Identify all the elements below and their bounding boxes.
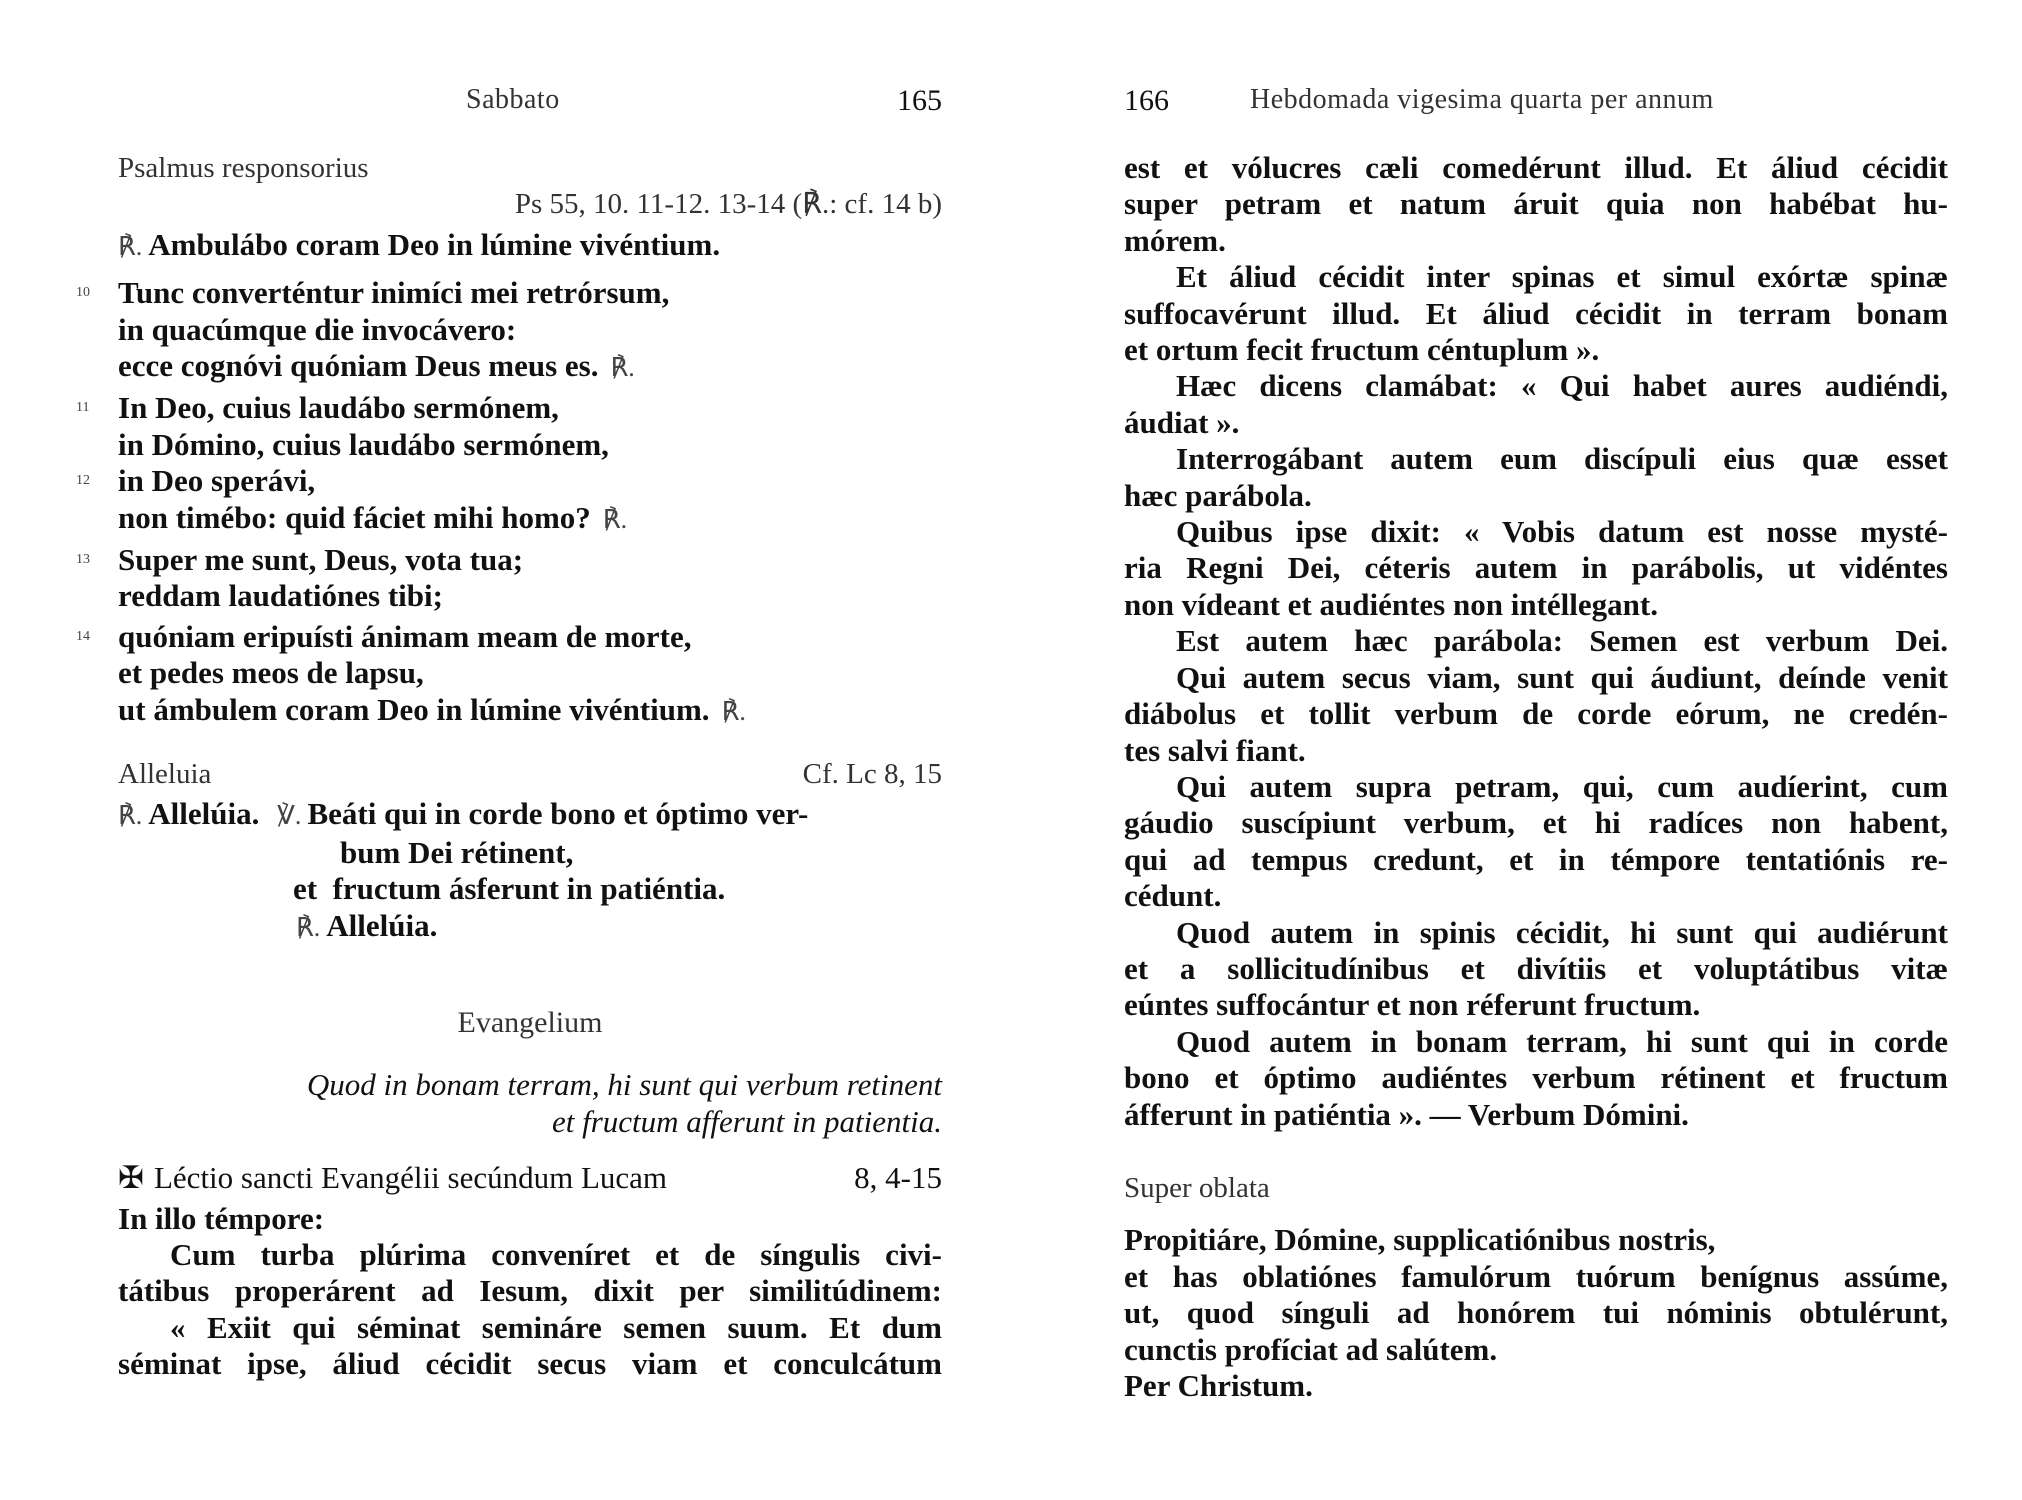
gospel-heading: Evangelium [457,1006,603,1039]
gospel-line: Et áliud cécidit inter spinas et simul exórtæ spinæ [1176,259,1948,295]
alleluia-line-1: ℟. Allelúia. ℣. Beáti qui in corde bono et óptimo ver- [118,796,809,832]
cross-icon: ✠ [118,1160,144,1196]
gospel-line: bono et óptimo audiéntes verbum rétinent et fructum [1124,1060,1948,1096]
response-symbol: ℟. [602,504,628,534]
response-symbol: ℟. [610,353,635,383]
psalm-verse-line: et pedes meos de lapsu, [118,655,424,691]
response-symbol: ℟. [118,231,143,261]
gospel-intro: In illo témpore: [118,1200,325,1236]
gospel-line: Qui autem supra petram, qui, cum audíerint, cum [1176,768,1948,804]
gospel-line: qui ad tempus credunt, et in témpore tentatiónis re- [1124,841,1948,877]
gospel-summary-2: et fructum afferunt in patientia. [551,1103,942,1139]
response-symbol: ℟. [721,696,746,726]
gospel-line: suffocavérunt illud. Et áliud cécidit in terram bonam [1124,295,1948,331]
gospel-line: eúntes suffocántur et non réferunt fructum. [1124,987,1701,1023]
alleluia-reference: Cf. Lc 8, 15 [802,758,942,790]
right-page [1124,0,1948,1500]
prayer-line: cunctis profíciat ad salútem. [1124,1331,1498,1367]
gospel-line: et ortum fecit fructum céntuplum ». [1124,332,1600,368]
gospel-title-row [118,1160,942,1196]
gospel-line: áfferunt in patiéntia ». — Verbum Dómini. [1124,1096,1689,1132]
psalm-verse-line: ut ámbulem coram Deo in lúmine vivéntium. ℟. [118,691,746,727]
verse-number: 10 [76,285,90,301]
alleluia-heading-row [118,756,942,792]
gospel-line: cédunt. [1124,878,1222,914]
psalm-verse-line: in Dómino, cuius laudábo sermónem, [118,426,609,462]
psalm-verse-line: 12 in Deo sperávi, [76,463,316,499]
gospel-line: Quod autem in bonam terram, hi sunt qui in corde [1176,1023,1948,1059]
gospel-line: mórem. [1124,222,1226,258]
psalm-response: ℟. Ambulábo coram Deo in lúmine vivéntium. [118,226,721,262]
psalm-verse-line: in quacúmque die invocávero: [118,311,517,347]
page-number: 165 [897,84,942,117]
prayer-line: ut, quod sínguli ad honórem tui nóminis obtulérunt, [1124,1295,1948,1331]
super-oblata-prayer [1124,1222,1948,1404]
gospel-summary-1: Quod in bonam terram, hi sunt qui verbum retinent [306,1067,942,1103]
psalm-verse-line: 11 In Deo, cuius laudábo sermónem, [76,390,559,426]
psalm-verses [76,275,942,730]
alleluia-line-2: bum Dei rétinent, [340,834,574,870]
gospel-line: tes salvi fiant. [1124,732,1306,768]
gospel-line: « Exiit qui séminat semináre semen suum. Et dum [170,1309,942,1345]
right-page-header [1124,84,1948,124]
psalm-verse-line: 10 Tunc converténtur inimíci mei retrórsum, [76,275,670,311]
prayer-line: Per Christum. [1124,1368,1313,1404]
psalm-verse-line: 13 Super me sunt, Deus, vota tua; [76,542,524,578]
psalm-section [76,150,942,730]
gospel-line: tátibus properárent ad Iesum, dixit per similitúdinem: [118,1273,942,1309]
gospel-line: ria Regni Dei, céteris autem in parábolis, ut vidéntes [1124,550,1948,586]
gospel-line: est et vólucres cæli comedérunt illud. Et áliud cécidit [1124,150,1948,185]
gospel-line: Est autem hæc parábola: Semen est verbum Dei. [1176,623,1948,659]
gospel-line: Cum turba plúrima conveníret et de síngulis civi- [170,1237,942,1273]
verse-number: 14 [76,628,90,644]
psalm-heading: Psalmus responsorius [118,152,369,184]
gospel-line: séminat ipse, áliud cécidit secus viam et conculcátum [118,1346,942,1382]
gospel-reference: 8, 4-15 [854,1160,942,1196]
alleluia-line-3: et fructum ásferunt in patiéntia. [293,871,726,907]
prayer-line: Propitiáre, Dómine, supplicatiónibus nostris, [1124,1222,1716,1258]
super-oblata-section [1124,1170,1948,1404]
gospel-line: Qui autem secus viam, sunt qui áudiunt, deínde venit [1176,659,1948,695]
gospel-line: hæc parábola. [1124,477,1312,513]
psalm-verse-line: 14 quóniam eripuísti ánimam meam de morte, [76,618,692,654]
psalm-verse-line: non timébo: quid fáciet mihi homo? ℟. [118,499,628,535]
super-oblata-heading: Super oblata [1124,1172,1270,1204]
gospel-title: Léctio sancti Evangélii secúndum Lucam [153,1160,668,1196]
gospel-continued [1124,150,1948,1133]
verse-number: 11 [76,400,90,416]
psalm-reference: Ps 55, 10. 11-12. 13-14 (℟.: cf. 14 b) [514,188,942,221]
psalm-verse-line: reddam laudatiónes tibi; [118,578,443,614]
gospel-line: Interrogábant autem eum discípuli eius quæ esset [1176,441,1948,477]
gospel-line: Hæc dicens clamábat: « Qui habet aures audiéndi, [1176,368,1948,404]
alleluia-line-4: ℟. Allelúia. [296,907,438,943]
gospel-section [118,1005,942,1383]
alleluia-heading: Alleluia [118,758,212,790]
verse-number: 13 [76,552,90,568]
psalm-verse-line: ecce cognóvi quóniam Deus meus es. ℟. [118,348,635,384]
gospel-line: super petram et natum áruit quia non habébat hu- [1124,186,1948,222]
running-title: Hebdomada vigesima quarta per annum [1250,84,1714,115]
gospel-line: non vídeant et audiéntes non intéllegant. [1124,586,1658,622]
running-title: Sabbato [466,84,560,115]
verse-symbol: ℣. [277,801,302,831]
page-number: 166 [1124,84,1169,117]
prayer-line: et has oblatiónes famulórum tuórum benígnus assúme, [1124,1258,1948,1294]
gospel-line: diábolus et tollit verbum de corde eórum, ne credén- [1124,696,1948,732]
alleluia-section [118,756,942,946]
gospel-line: Quod autem in spinis cécidit, hi sunt qui audiérunt [1176,914,1948,950]
gospel-line: Quibus ipse dixit: « Vobis datum est nosse mysté- [1176,514,1948,550]
left-page [76,0,942,1500]
gospel-line: gáudio suscípiunt verbum, et hi radíces non habent, [1124,805,1948,841]
gospel-line: et a sollicitudínibus et divítiis et voluptátibus vitæ [1124,950,1948,986]
gospel-line: áudiat ». [1124,404,1240,440]
verse-number: 12 [76,473,90,489]
left-page-header [118,84,942,124]
